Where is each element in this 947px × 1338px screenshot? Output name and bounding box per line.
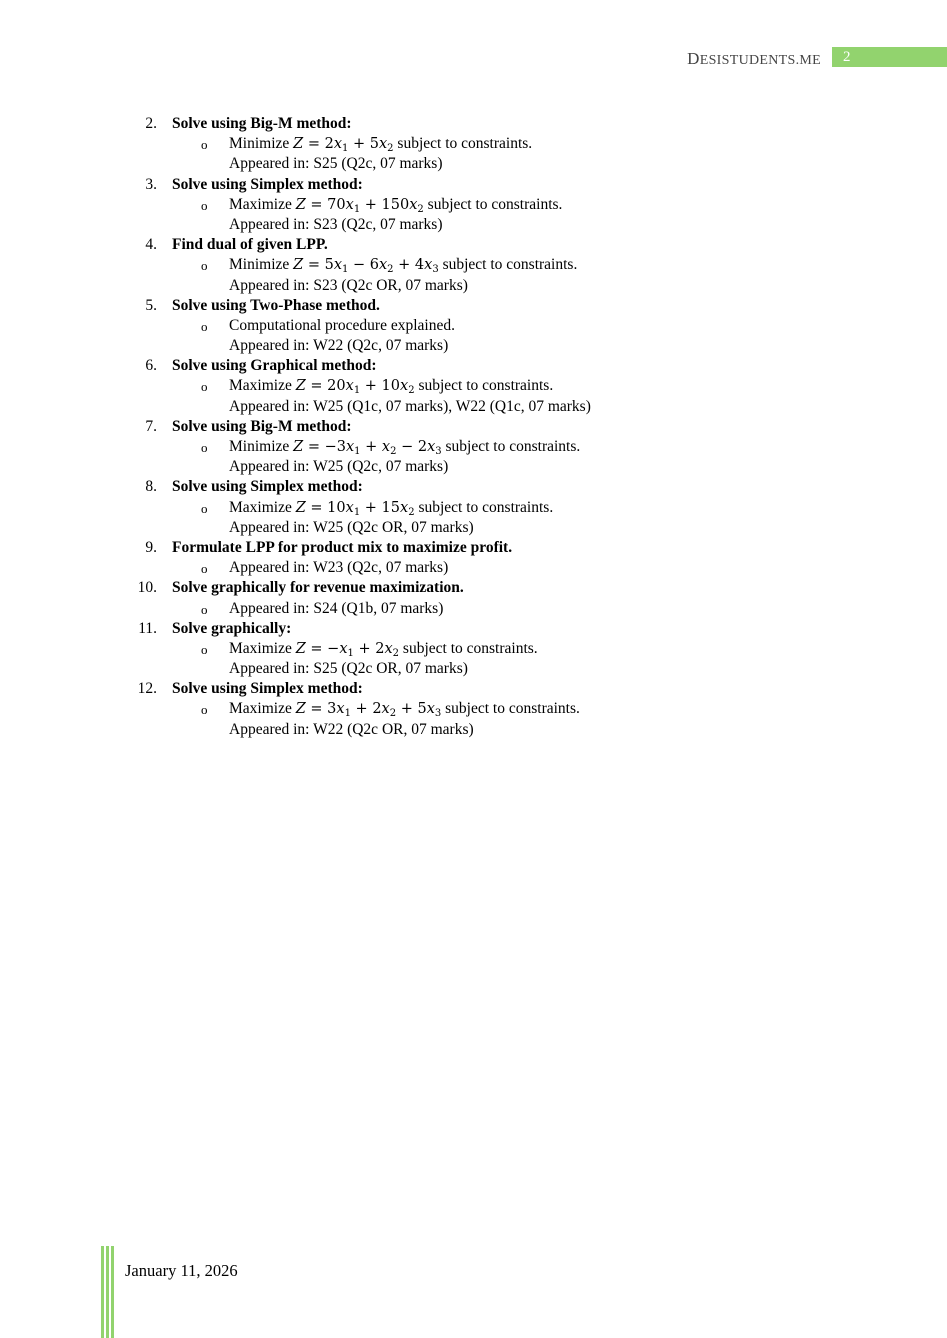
sub-item	[0, 721, 947, 741]
item-number: 6.	[145, 357, 157, 375]
item-suffix: subject to constraints.	[441, 438, 581, 455]
item-number: 8.	[145, 478, 157, 496]
sub-item	[0, 559, 947, 579]
list-item	[0, 418, 947, 438]
appeared-in: Appeared in: S23 (Q2c, 07 marks)	[229, 215, 443, 233]
footer-accent-bars	[101, 1246, 115, 1338]
item-suffix: subject to constraints.	[438, 256, 578, 274]
item-title: Solve using Big-M method:	[172, 417, 352, 435]
bullet-icon: o	[201, 561, 208, 577]
footer-date: January 11, 2026	[125, 1261, 238, 1280]
item-number: 12.	[137, 680, 157, 698]
objective-function: $Z = -3x_1 + x_2 - 2x_3$	[293, 439, 442, 457]
item-title: Solve using Two-Phase method.	[172, 296, 380, 314]
list-item	[0, 579, 947, 599]
appeared-in: Appeared in: W25 (Q2c OR, 07 marks)	[229, 518, 474, 536]
list-item	[0, 357, 947, 377]
sub-item	[0, 458, 947, 478]
objective-function: $Z = -x_1 + 2x_2$	[295, 640, 400, 659]
site-name[interactable]	[687, 49, 821, 69]
sub-item	[0, 256, 947, 276]
bullet-icon: o	[201, 702, 208, 718]
objective-function: $Z = 2x_1 + 5x_2$	[293, 136, 394, 155]
appeared-in: Appeared in: S24 (Q1b, 07 marks)	[229, 599, 444, 617]
sub-item	[0, 216, 947, 236]
item-number: 11.	[138, 619, 157, 637]
item-action: Maximize	[229, 700, 292, 718]
list-item	[0, 297, 947, 317]
item-number: 5.	[145, 296, 157, 314]
bullet-icon: o	[201, 258, 208, 274]
site-name-rest: ESISTUDENTS.ME	[699, 53, 821, 68]
item-title: Solve using Simplex method:	[172, 478, 363, 496]
item-title: Formulate LPP for product mix to maximize profit.	[172, 538, 513, 556]
site-name-initial: D	[687, 49, 700, 68]
sub-item	[0, 499, 947, 519]
list-item	[0, 478, 947, 498]
objective-function: $Z = 5x_1 - 6x_2 + 4x_3$	[293, 257, 439, 276]
sub-item	[0, 640, 947, 660]
item-number: 7.	[145, 417, 157, 435]
sub-item	[0, 660, 947, 680]
item-action: Maximize	[229, 195, 292, 213]
item-title: Solve using Simplex method:	[172, 175, 363, 193]
list-item	[0, 539, 947, 559]
sub-item	[0, 337, 947, 357]
list-item	[0, 620, 947, 640]
item-suffix: subject to constraints.	[423, 195, 563, 213]
objective-function: $Z = 3x_1 + 2x_2 + 5x_3$	[295, 701, 442, 720]
appeared-in: Appeared in: W23 (Q2c, 07 marks)	[229, 559, 449, 577]
sub-item	[0, 317, 947, 337]
list-item	[0, 680, 947, 700]
item-number: 2.	[145, 115, 157, 132]
item-title: Solve using Simplex method:	[172, 680, 363, 698]
appeared-in: Appeared in: W25 (Q2c, 07 marks)	[229, 458, 449, 476]
sub-item	[0, 398, 947, 418]
sub-item	[0, 438, 947, 458]
item-suffix: subject to constraints.	[441, 700, 580, 718]
sub-item	[0, 377, 947, 397]
item-suffix: subject to constraints.	[393, 135, 533, 153]
bullet-icon: o	[201, 318, 208, 334]
item-title: Solve using Graphical method:	[172, 357, 377, 375]
bullet-icon: o	[201, 601, 208, 617]
item-action: Minimize	[229, 135, 290, 153]
sub-item	[0, 700, 947, 720]
item-action: Minimize	[229, 438, 290, 455]
question-list	[0, 115, 947, 741]
bullet-icon: o	[201, 641, 208, 657]
page-number-badge: 2	[832, 47, 947, 67]
bullet-icon: o	[201, 379, 208, 395]
item-suffix: subject to constraints.	[414, 498, 554, 516]
item-number: 3.	[145, 175, 157, 193]
objective-function: $Z = 20x_1 + 10x_2$	[295, 378, 415, 397]
item-title: Solve graphically for revenue maximization.	[172, 579, 464, 597]
appeared-in: Appeared in: W25 (Q1c, 07 marks), W22 (Q1c, 07 marks)	[229, 397, 591, 415]
item-number: 4.	[145, 236, 157, 254]
sub-item	[0, 519, 947, 539]
sub-item	[0, 135, 947, 155]
sub-item	[0, 155, 947, 175]
appeared-in: Appeared in: S25 (Q2c, 07 marks)	[229, 155, 443, 173]
objective-function: $Z = 10x_1 + 15x_2$	[295, 499, 415, 518]
item-suffix: subject to constraints.	[399, 639, 538, 657]
list-item	[0, 236, 947, 256]
sub-item	[0, 600, 947, 620]
item-action: Maximize	[229, 639, 292, 657]
appeared-in: Appeared in: W22 (Q2c OR, 07 marks)	[229, 720, 474, 738]
bullet-icon: o	[201, 137, 208, 153]
list-item	[0, 176, 947, 196]
bullet-icon: o	[201, 500, 208, 516]
item-title: Find dual of given LPP.	[172, 236, 328, 254]
item-title: Solve graphically:	[172, 619, 292, 637]
appeared-in: Appeared in: S25 (Q2c OR, 07 marks)	[229, 660, 468, 678]
sub-item	[0, 196, 947, 216]
appeared-in: Appeared in: W22 (Q2c, 07 marks)	[229, 337, 449, 355]
item-number: 9.	[145, 538, 157, 556]
appeared-in: Appeared in: S23 (Q2c OR, 07 marks)	[229, 276, 468, 294]
bullet-icon: o	[201, 440, 208, 455]
sub-item	[0, 277, 947, 297]
item-action: Maximize	[229, 498, 292, 516]
item-number: 10.	[137, 579, 157, 597]
item-suffix: subject to constraints.	[414, 377, 554, 395]
item-action: Minimize	[229, 256, 290, 274]
list-item	[0, 115, 947, 135]
item-title: Solve using Big-M method:	[172, 115, 352, 132]
objective-function: $Z = 70x_1 + 150x_2$	[295, 196, 424, 215]
item-description: Computational procedure explained.	[229, 316, 455, 334]
bullet-icon: o	[201, 197, 208, 213]
item-action: Maximize	[229, 377, 292, 395]
